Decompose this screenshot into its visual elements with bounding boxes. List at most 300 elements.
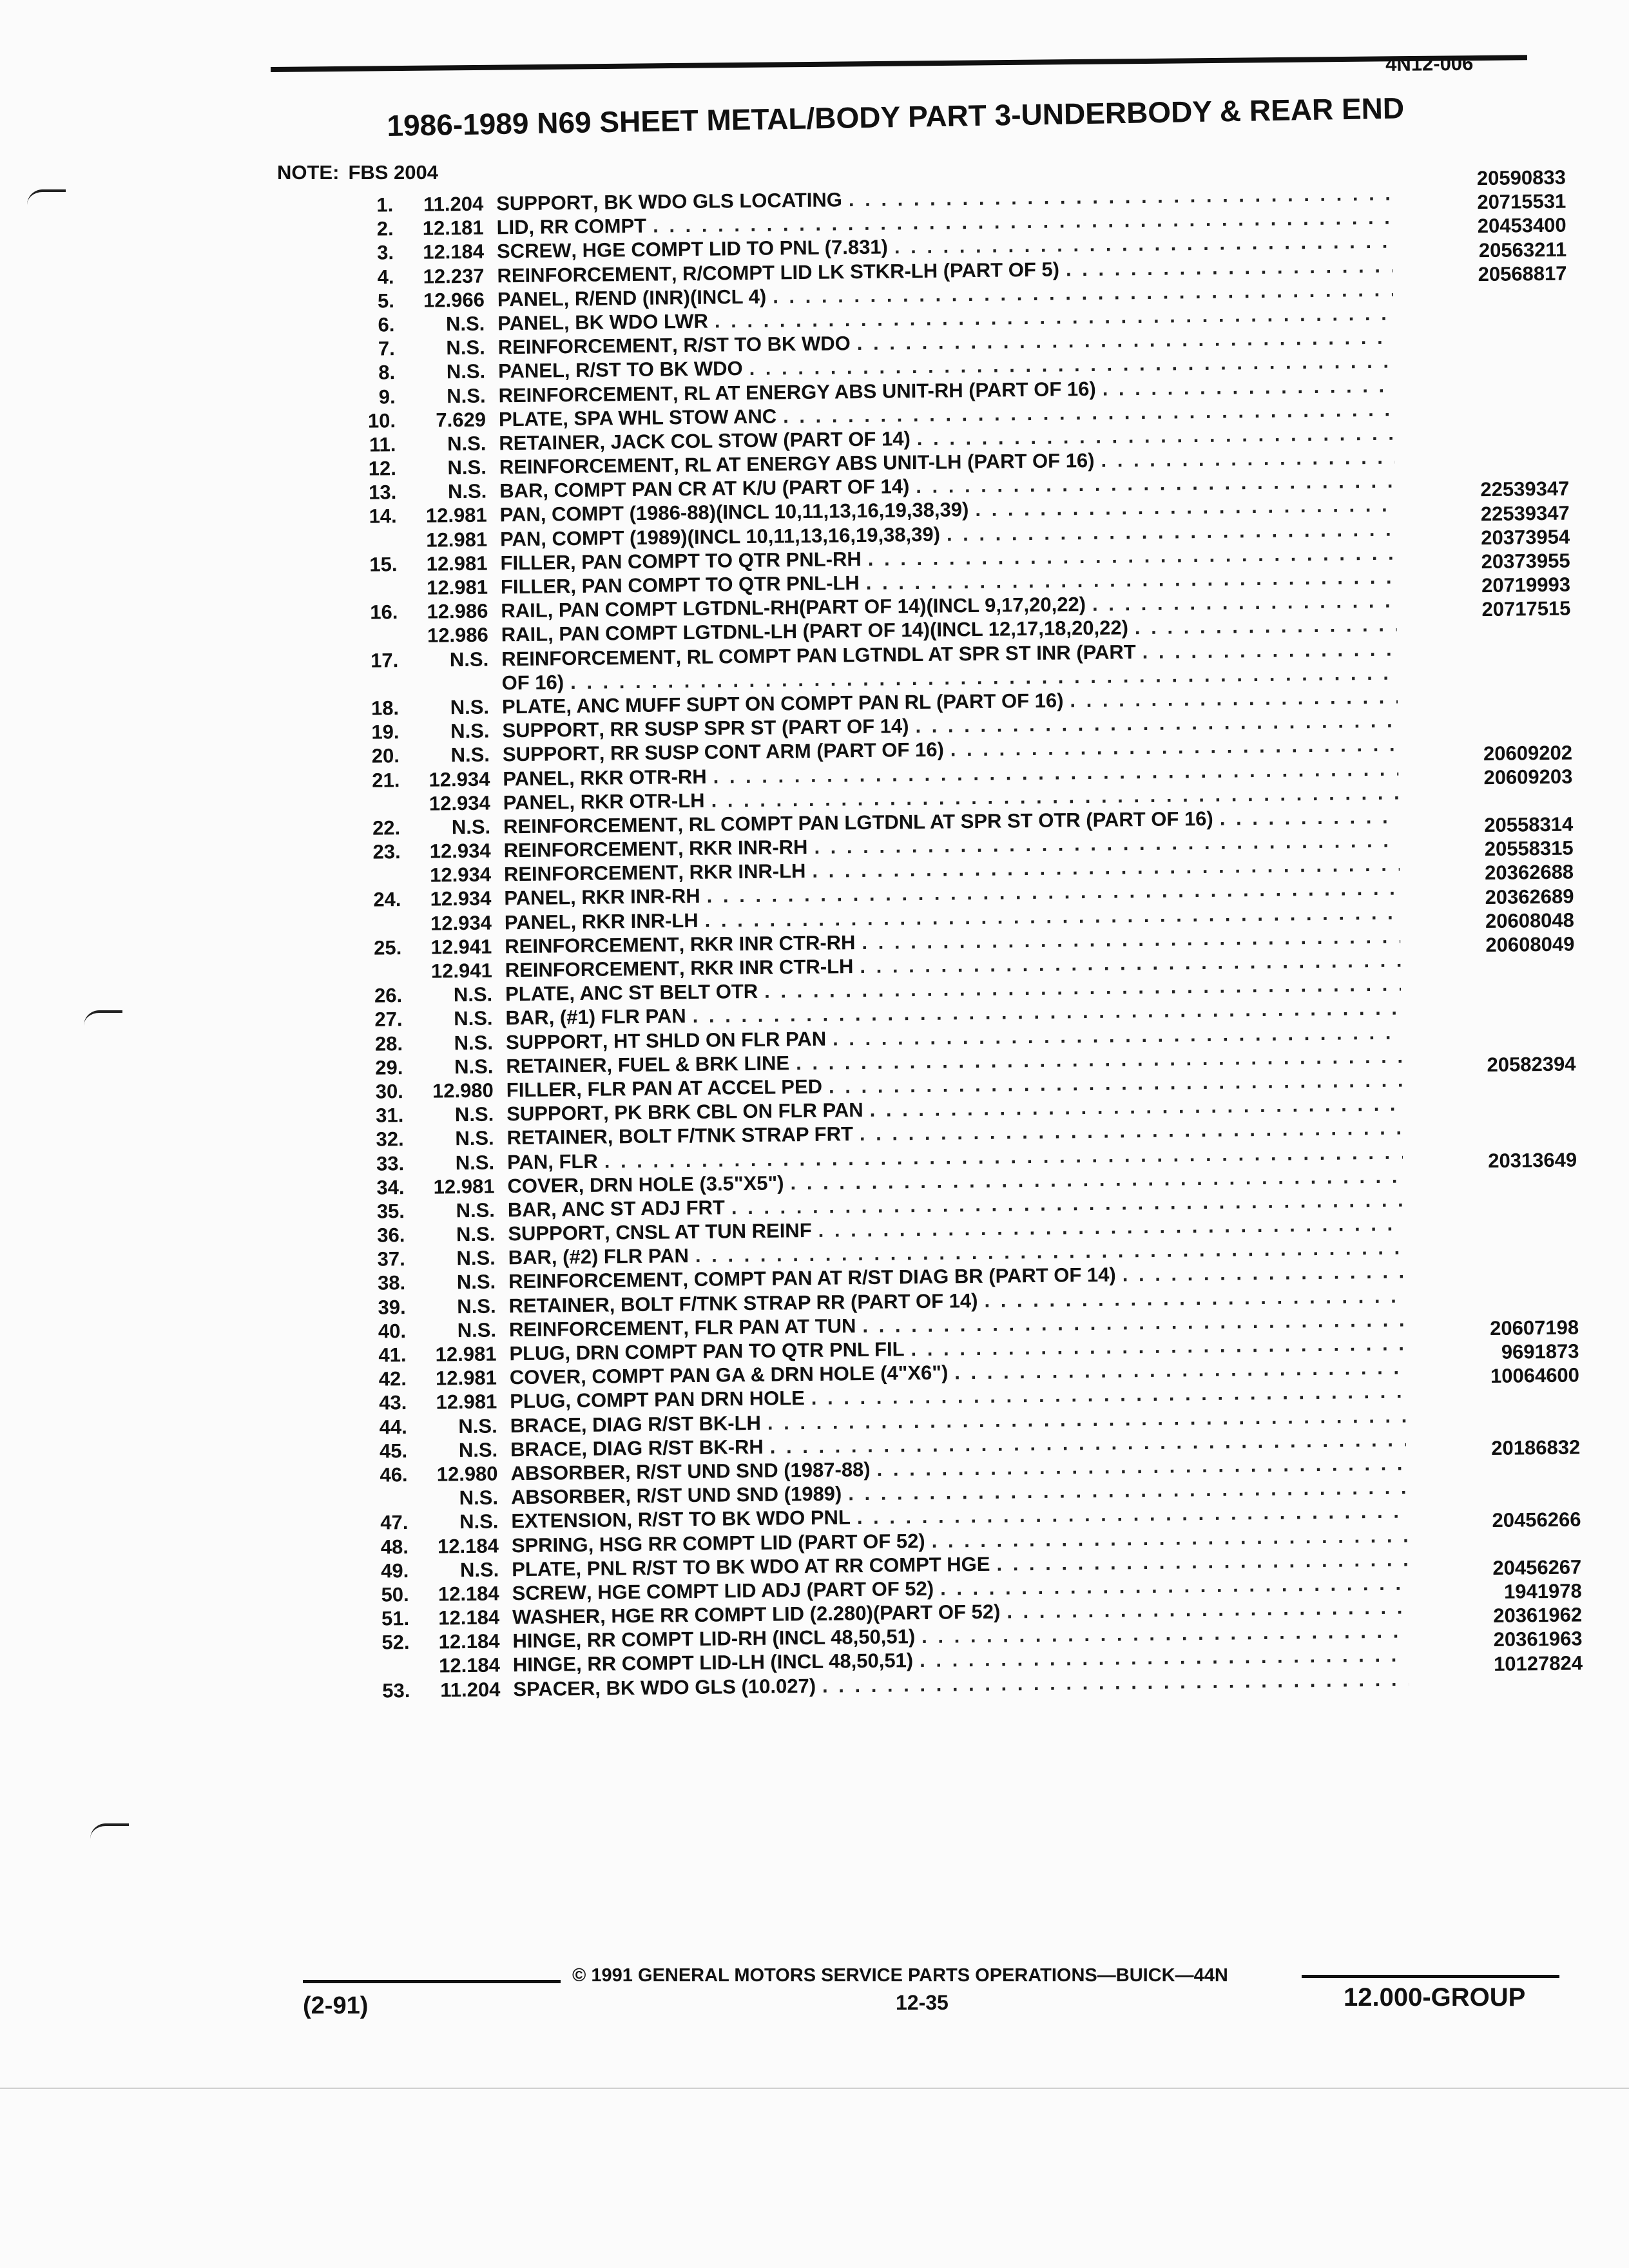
part-number: 20608049 <box>1485 932 1575 957</box>
group-number: N.S. <box>458 1438 498 1461</box>
part-detail: , BK WDO GLS (10.027) <box>595 1674 816 1700</box>
part-name: HINGE <box>512 1653 577 1677</box>
item-number: 12. <box>368 457 397 480</box>
group-number: N.S. <box>450 743 490 767</box>
item-number: 47. <box>380 1511 409 1534</box>
item-number: 35. <box>376 1199 405 1223</box>
part-name: REINFORCEMENT <box>503 813 678 838</box>
part-detail: , FLR PAN AT ACCEL PED <box>576 1075 823 1101</box>
part-name: PLATE <box>498 407 563 431</box>
part-detail: , BK WDO LWR <box>563 309 709 334</box>
part-detail: , FLR <box>548 1149 598 1173</box>
group-number: 12.981 <box>426 552 488 575</box>
dot-leader <box>1086 589 1397 616</box>
item-number: 11. <box>369 433 396 456</box>
part-name: REINFORCEMENT <box>508 1268 683 1293</box>
part-name: SPRING <box>511 1533 588 1557</box>
part-name: REINFORCEMENT <box>503 861 679 886</box>
item-number: 22. <box>372 816 401 840</box>
part-name: WASHER <box>512 1604 601 1629</box>
part-name: PANEL <box>497 359 565 383</box>
part-name: RETAINER <box>506 1125 608 1149</box>
part-number: 20373955 <box>1481 549 1570 573</box>
item-number: 32. <box>376 1128 404 1151</box>
group-number: 12.184 <box>438 1653 501 1677</box>
group-number: 12.981 <box>433 1175 495 1198</box>
part-detail: , R/ST UND SND (1987-88) <box>624 1457 871 1484</box>
group-number: 12.981 <box>426 528 488 552</box>
part-detail: , COMPT PAN GA & DRN HOLE (4"X6") <box>580 1361 949 1389</box>
dot-leader <box>1095 373 1394 400</box>
item-number <box>363 1486 408 1487</box>
part-detail: , R/END (INR)(INCL 4) <box>563 285 767 310</box>
item-number: 3. <box>376 241 394 264</box>
part-number: 20313649 <box>1488 1148 1577 1172</box>
part-name: SUPPORT <box>506 1101 604 1126</box>
part-detail: , RKR OTR-RH <box>568 765 707 789</box>
part-number: 20362688 <box>1484 860 1574 885</box>
item-number <box>352 528 397 529</box>
group-number: N.S. <box>459 1558 499 1581</box>
part-name: RAIL <box>501 599 548 622</box>
group-number: 12.981 <box>435 1342 497 1366</box>
item-number: 21. <box>372 768 400 792</box>
item-number: 40. <box>378 1319 407 1343</box>
part-name: PANEL <box>504 910 571 934</box>
part-name: FILLER <box>506 1078 577 1102</box>
part-detail: , RL COMPT PAN LGTDNL AT SPR ST OTR (PART OF 16) <box>677 807 1213 836</box>
group-number: N.S. <box>456 1222 496 1246</box>
date-code: (2-91) <box>303 1992 369 2019</box>
part-name: REINFORCEMENT <box>508 1316 684 1341</box>
part-name: RAIL <box>501 622 548 646</box>
page-title: 1986-1989 N69 SHEET METAL/BODY PART 3-UNDERBODY & REAR END <box>387 91 1405 142</box>
part-detail: , DIAG R/ST BK-LH <box>581 1411 762 1436</box>
part-detail: , PAN COMPT TO QTR PNL-LH <box>570 572 860 598</box>
group-number: 12.981 <box>425 504 487 528</box>
part-detail: , RKR INR-LH <box>570 908 699 933</box>
part-name: PLATE <box>512 1557 576 1581</box>
part-detail: , R/ST TO BK WDO <box>564 357 743 382</box>
item-number: 46. <box>380 1463 408 1486</box>
part-name: PANEL <box>503 766 570 790</box>
item-number: 43. <box>378 1391 407 1414</box>
group-number: 11.204 <box>423 192 484 216</box>
part-detail: , COMPT PAN DRN HOLE <box>565 1387 805 1412</box>
copyright: © 1991 GENERAL MOTORS SERVICE PARTS OPERATIONS—BUICK—44N <box>572 1965 1228 1986</box>
group-number: N.S. <box>458 1414 497 1437</box>
group-number: 12.966 <box>423 288 485 312</box>
part-number: 20373954 <box>1481 525 1570 549</box>
document-id: 4N12-006 <box>1385 52 1474 75</box>
item-number: 42. <box>378 1367 407 1390</box>
item-number: 49. <box>380 1559 409 1582</box>
part-number: 22539347 <box>1480 477 1570 501</box>
dot-leader <box>1213 804 1400 830</box>
part-detail: , FLR PAN AT TUN <box>683 1314 856 1340</box>
part-number: 20558314 <box>1484 812 1574 837</box>
part-detail: , RL AT ENERGY ABS UNIT-LH (PART OF 16) <box>673 448 1095 477</box>
part-detail: , PNL R/ST TO BK WDO AT RR COMPT HGE <box>575 1552 990 1580</box>
part-name: REINFORCEMENT <box>498 381 673 407</box>
item-number: 45. <box>379 1439 408 1463</box>
part-detail: , HGE RR COMPT LID (2.280)(PART OF 52) <box>599 1600 1001 1628</box>
part-detail: , (#2) FLR PAN <box>551 1244 689 1269</box>
part-detail: , RKR INR-RH <box>570 885 700 909</box>
part-detail: , HT SHLD ON FLR PAN <box>602 1027 827 1053</box>
part-name: RETAINER <box>508 1293 610 1317</box>
part-number: 20609203 <box>1483 765 1573 789</box>
group-number: N.S. <box>450 719 490 743</box>
item-number <box>353 672 398 673</box>
part-number: 20362689 <box>1485 885 1574 908</box>
part-name: SUPPORT <box>502 718 599 742</box>
item-number <box>352 576 398 577</box>
group-number: N.S. <box>451 815 491 839</box>
part-name: SUPPORT <box>505 1030 603 1053</box>
part-detail: , FUEL & BRK LINE <box>606 1052 790 1077</box>
part-number: 9691873 <box>1501 1340 1579 1363</box>
footer-rule-left <box>303 1980 561 1983</box>
item-number <box>365 1654 410 1655</box>
item-number: 44. <box>379 1415 407 1439</box>
group-number: 12.237 <box>423 264 485 288</box>
part-detail: , SPA WHL STOW ANC <box>563 405 777 430</box>
part-detail: , DRN COMPT PAN TO QTR PNL FIL <box>564 1338 905 1365</box>
group-number: N.S. <box>450 695 490 719</box>
group-number: N.S. <box>454 1031 494 1054</box>
part-name: PANEL <box>503 790 570 814</box>
group-number: N.S. <box>447 479 487 503</box>
group-number: N.S. <box>456 1246 496 1270</box>
item-number: 30. <box>375 1080 404 1103</box>
group-number: 12.934 <box>429 791 490 815</box>
item-number: 13. <box>368 481 397 504</box>
part-detail: , RKR INR-RH <box>677 836 808 860</box>
item-number: 18. <box>371 697 400 720</box>
part-name: PANEL <box>497 311 564 335</box>
part-name: FILLER <box>500 575 571 599</box>
item-number: 23. <box>372 840 401 863</box>
part-name: PLUG <box>510 1389 566 1413</box>
group-number: 12.934 <box>429 767 490 791</box>
binder-mark <box>27 189 66 205</box>
item-number: 8. <box>378 361 396 384</box>
item-number: 48. <box>380 1535 409 1559</box>
part-detail: , HGE COMPT LID ADJ (PART OF 52) <box>586 1577 934 1604</box>
note-value: FBS 2004 <box>348 161 439 184</box>
part-detail: , R/ST UND SND (1989) <box>625 1482 842 1508</box>
item-number: 1. <box>376 193 394 216</box>
group-number: 12.941 <box>430 935 492 959</box>
group-number: 12.981 <box>436 1390 497 1414</box>
part-name: COVER <box>507 1173 579 1197</box>
group-number: N.S. <box>449 648 489 671</box>
part-name: SUPPORT <box>502 742 599 766</box>
part-number: 20563211 <box>1478 238 1567 262</box>
group-number: N.S. <box>446 336 485 360</box>
group-number: 7.629 <box>436 408 487 432</box>
item-number: 27. <box>374 1008 403 1031</box>
part-number: 20558315 <box>1484 836 1574 861</box>
group-number: N.S. <box>457 1318 497 1341</box>
part-number: 20609202 <box>1483 741 1573 765</box>
part-detail: , ANC ST ADJ FRT <box>550 1196 726 1221</box>
part-detail: , RL COMPT PAN LGTNDL AT SPR ST INR (PART <box>675 640 1136 668</box>
item-number: 6. <box>378 313 395 336</box>
part-name: REINFORCEMENT <box>499 454 674 479</box>
item-number <box>353 624 398 625</box>
dot-leader <box>1059 253 1393 281</box>
group-number: N.S. <box>447 384 486 407</box>
part-name: REINFORCEMENT <box>501 645 676 670</box>
dot-leader <box>1063 685 1398 713</box>
part-detail: , COMPT (1989)(INCL 10,11,13,16,19,38,39) <box>541 523 941 550</box>
part-detail: , HSG RR COMPT LID (PART OF 52) <box>588 1529 925 1556</box>
part-name: SCREW <box>496 239 572 263</box>
item-number: 31. <box>375 1104 404 1127</box>
part-detail: , ANC ST BELT OTR <box>569 980 758 1005</box>
item-number: 10. <box>367 408 396 432</box>
part-name: ABSORBER <box>510 1461 626 1485</box>
item-number: 28. <box>374 1032 403 1055</box>
note <box>277 161 447 184</box>
part-detail: , R/ST TO BK WDO PNL <box>626 1506 851 1532</box>
group-number: 12.184 <box>437 1533 499 1558</box>
part-name: PANEL <box>497 287 564 311</box>
dot-leader <box>1135 637 1397 664</box>
binder-mark <box>84 1010 122 1026</box>
part-detail: , RKR INR CTR-RH <box>679 930 856 956</box>
part-name: PAN <box>499 527 541 550</box>
item-number: 5. <box>377 289 395 312</box>
group-number: 11.204 <box>440 1678 501 1702</box>
part-name: LID <box>496 216 529 239</box>
part-detail: , BOLT F/TNK STRAP FRT <box>607 1122 854 1148</box>
part-name: REINFORCEMENT <box>503 837 679 862</box>
item-number: 26. <box>374 984 403 1007</box>
item-number: 37. <box>377 1247 405 1271</box>
group-number: N.S. <box>445 312 485 336</box>
part-name: SUPPORT <box>496 191 593 215</box>
part-detail: , DIAG R/ST BK-RH <box>581 1435 764 1460</box>
part-number: 10064600 <box>1490 1363 1580 1388</box>
note-label: NOTE: <box>277 161 340 184</box>
part-name: COVER <box>509 1365 581 1389</box>
item-number: 4. <box>377 265 394 289</box>
part-detail: , RR SUSP CONT ARM (PART OF 16) <box>599 738 944 765</box>
group-number: N.S. <box>456 1198 496 1222</box>
part-name: HINGE <box>512 1629 576 1653</box>
part-detail: , PAN COMPT LGTDNL-LH (PART OF 14)(INCL 12,17,18,20,22) <box>547 616 1129 646</box>
part-name: SPACER <box>513 1677 595 1700</box>
part-number: 20719993 <box>1481 573 1571 597</box>
item-number <box>355 792 400 793</box>
part-name: PLUG <box>509 1341 565 1365</box>
part-number: 10127824 <box>1493 1651 1583 1675</box>
item-number <box>356 959 401 960</box>
part-name: BAR <box>508 1245 552 1269</box>
item-number: 24. <box>373 888 401 912</box>
part-name: PLATE <box>505 982 570 1006</box>
group-number: 12.934 <box>430 887 492 911</box>
footer-rule-right <box>1302 1975 1559 1978</box>
part-number: 22539347 <box>1480 501 1570 525</box>
item-number <box>356 863 401 864</box>
part-name: RETAINER <box>506 1053 607 1078</box>
part-number: 1941978 <box>1503 1579 1582 1603</box>
part-name: BRACE <box>510 1413 582 1437</box>
part-detail: , BOLT F/TNK STRAP RR (PART OF 14) <box>609 1289 978 1316</box>
part-name: BAR <box>499 479 543 503</box>
part-detail: , HGE COMPT LID TO PNL (7.831) <box>571 235 889 262</box>
group-number: 12.981 <box>426 575 488 599</box>
group-number: N.S. <box>446 360 486 383</box>
part-name: PAN <box>506 1150 548 1173</box>
group-number: 12.184 <box>438 1582 499 1606</box>
group-number: N.S. <box>459 1510 499 1533</box>
group-number: 12.981 <box>435 1366 497 1390</box>
item-number: 20. <box>371 744 400 767</box>
binder-mark <box>90 1823 129 1839</box>
part-number: 20590833 <box>1476 166 1566 190</box>
group-number: 12.184 <box>438 1606 500 1629</box>
group-number: 12.986 <box>427 599 488 623</box>
part-number: 20568817 <box>1478 262 1567 285</box>
part-name: PAN <box>499 503 541 526</box>
part-detail: , RKR OTR-LH <box>569 789 705 813</box>
group-number: 12.986 <box>427 623 488 648</box>
item-number: 16. <box>370 601 398 624</box>
group-number: 12.934 <box>430 911 492 935</box>
group-number: 12.980 <box>432 1079 494 1102</box>
part-name: PLATE <box>501 695 566 718</box>
part-detail: , COMPT (1986-88)(INCL 10,11,13,16,19,38,39) <box>540 498 969 526</box>
group-number: N.S. <box>454 1102 494 1126</box>
group-number: 12.934 <box>429 863 492 887</box>
part-name: ABSORBER <box>510 1485 626 1509</box>
page-number: 12-35 <box>896 1991 949 2014</box>
group-number: N.S. <box>457 1294 496 1318</box>
part-name: BRACE <box>510 1437 582 1461</box>
part-detail: , RR COMPT LID-RH (INCL 48,50,51) <box>575 1625 916 1652</box>
part-name: PANEL <box>504 886 571 910</box>
group-number: N.S. <box>447 456 487 479</box>
scan-edge <box>0 2088 1629 2089</box>
part-name: REINFORCEMENT <box>497 262 672 287</box>
part-detail: , RKR INR CTR-LH <box>679 955 854 980</box>
part-detail: , RR COMPT LID-LH (INCL 48,50,51) <box>575 1649 914 1676</box>
part-number: 20456267 <box>1492 1555 1582 1579</box>
item-number: 14. <box>369 505 397 528</box>
part-detail: , RR SUSP SPR ST (PART OF 14) <box>599 715 909 741</box>
part-number: 20608048 <box>1485 908 1575 932</box>
part-name: BAR <box>505 1006 549 1030</box>
item-number: 39. <box>378 1295 406 1319</box>
part-number: 20186832 <box>1491 1436 1581 1459</box>
part-detail: , DRN HOLE (3.5"X5") <box>578 1171 784 1196</box>
item-number: 34. <box>376 1175 405 1199</box>
part-detail: , JACK COL STOW (PART OF 14) <box>599 427 911 454</box>
group-number: 12.181 <box>422 216 484 240</box>
part-detail: , RL AT ENERGY ABS UNIT-RH (PART OF 16) <box>672 377 1096 405</box>
part-number: 20582394 <box>1487 1052 1576 1076</box>
part-name: RETAINER <box>499 430 600 455</box>
dot-leader <box>1094 445 1395 472</box>
group-number: N.S. <box>455 1151 495 1174</box>
part-name: REINFORCEMENT <box>505 933 679 958</box>
item-number: 41. <box>378 1343 407 1367</box>
item-number: 36. <box>377 1224 405 1247</box>
part-name: FILLER <box>500 550 571 575</box>
dot-leader <box>1116 1260 1405 1287</box>
group-number: N.S. <box>447 432 487 456</box>
item-number: 9. <box>378 385 396 408</box>
part-number: 20717515 <box>1481 597 1571 621</box>
group-number: N.S. <box>454 1006 493 1030</box>
group-number: 12.980 <box>436 1462 498 1486</box>
item-number: 33. <box>376 1151 405 1175</box>
group-number: 12.941 <box>430 959 492 983</box>
part-detail: , RKR INR-LH <box>678 860 806 884</box>
item-number: 52. <box>381 1631 410 1654</box>
dot-leader <box>1128 613 1397 640</box>
group-number: N.S. <box>456 1270 496 1294</box>
part-name: REINFORCEMENT <box>497 334 673 359</box>
part-detail: , RR COMPT <box>528 214 647 239</box>
item-number: 2. <box>376 217 394 240</box>
item-number: 7. <box>378 337 395 360</box>
group-number: 12.184 <box>438 1629 500 1653</box>
part-detail: OF 16) <box>501 670 564 695</box>
item-number: 51. <box>381 1607 410 1630</box>
part-detail: , (#1) FLR PAN <box>548 1004 686 1029</box>
part-number: 20361963 <box>1493 1627 1583 1651</box>
part-name: BAR <box>507 1198 552 1222</box>
item-number: 53. <box>382 1678 410 1702</box>
item-number: 15. <box>369 552 398 576</box>
group-number: N.S. <box>455 1126 494 1150</box>
part-number: 20715531 <box>1477 189 1566 214</box>
group-number: 12.184 <box>423 240 485 264</box>
part-detail: , R/COMPT LID LK STKR-LH (PART OF 5) <box>671 258 1060 285</box>
group-label: 12.000-GROUP <box>1344 1983 1526 2012</box>
part-number: 20453400 <box>1477 213 1566 238</box>
part-detail: , PAN COMPT LGTDNL-RH(PART OF 14)(INCL 9,17,20,22) <box>547 593 1086 622</box>
part-detail: , PAN COMPT TO QTR PNL-RH <box>570 547 862 573</box>
part-number: 20456266 <box>1492 1507 1581 1532</box>
item-number: 19. <box>371 720 400 744</box>
item-number: 29. <box>375 1055 403 1079</box>
part-detail: , PK BRK CBL ON FLR PAN <box>602 1099 863 1124</box>
group-number: N.S. <box>453 983 493 1006</box>
group-number: N.S. <box>459 1486 499 1510</box>
part-detail: , BK WDO GLS LOCATING <box>592 188 843 214</box>
item-number: 25. <box>373 936 402 959</box>
part-detail: , CNSL AT TUN REINF <box>604 1219 812 1244</box>
item-number: 50. <box>381 1582 409 1606</box>
part-detail: , COMPT PAN AT R/ST DIAG BR (PART OF 14) <box>682 1264 1116 1291</box>
part-name: SUPPORT <box>508 1221 605 1245</box>
part-detail: , R/ST TO BK WDO <box>671 332 851 357</box>
part-name: EXTENSION <box>511 1508 627 1533</box>
part-number: 20361962 <box>1493 1603 1583 1628</box>
item-number: 17. <box>370 648 399 672</box>
group-number: 12.934 <box>429 839 491 863</box>
part-detail: , ANC MUFF SUPT ON COMPT PAN RL (PART OF 16) <box>566 689 1064 718</box>
item-number: 38. <box>377 1271 406 1295</box>
part-detail: , COMPT PAN CR AT K/U (PART OF 14) <box>543 475 910 502</box>
